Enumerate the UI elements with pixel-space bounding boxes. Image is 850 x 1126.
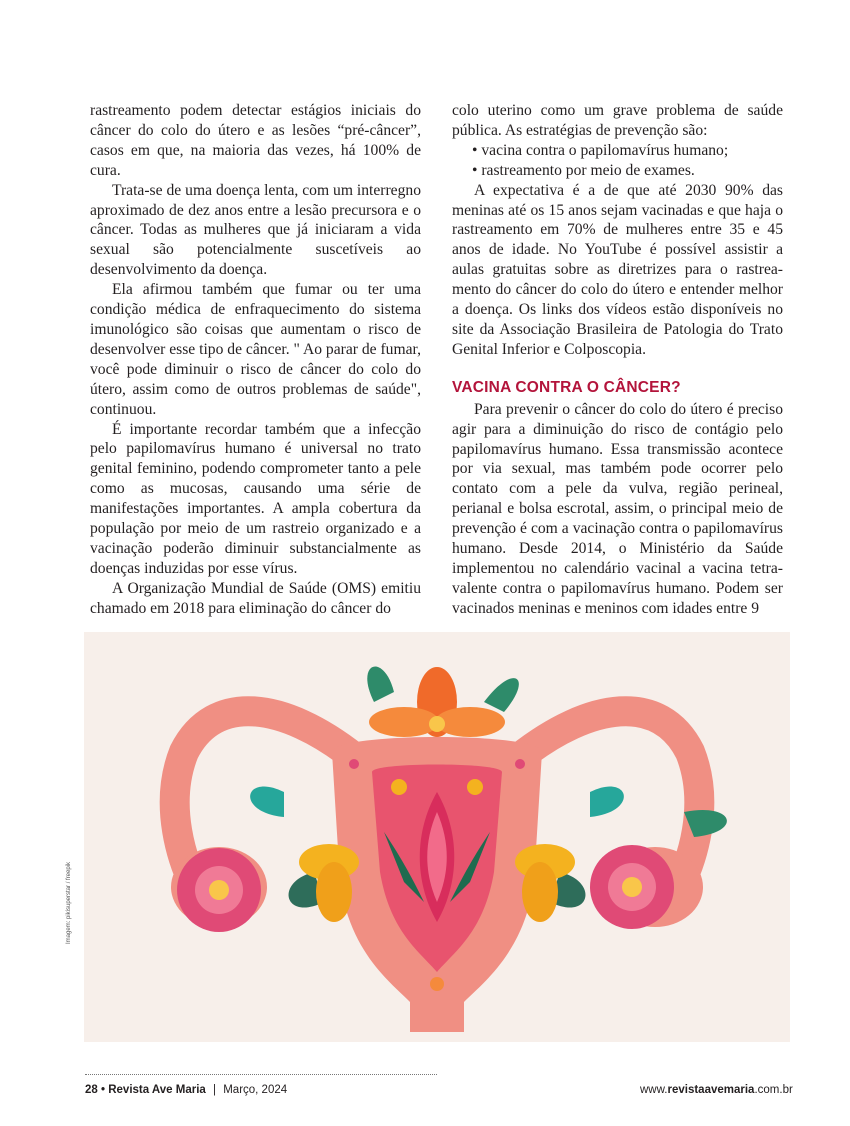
- page-number: 28 •: [85, 1084, 106, 1096]
- body-paragraph: rastreamento podem detectar estágios iniciais do câncer do colo do útero e as lesões “pré-câncer”, casos em que, na maioria das vezes, há 100% de cura.: [90, 102, 421, 179]
- footer-divider: [85, 1074, 437, 1075]
- small-flower-decoration: [467, 779, 483, 795]
- body-paragraph: Trata-se de uma doença lenta, com um interregno aproximado de dez anos entre a lesão precursora e o câncer. Todas as mulheres que já iniciaram a vida sexual são potencialmente suscetíveis ao desenvolvimento da doença.: [90, 181, 421, 279]
- body-paragraph: A expectativa é a de que até 2030 90% das meninas até os 15 anos sejam vacinadas e que haja o rastreamento em 70% de mulheres entre 35 e 45 anos de idade. No YouTube é possível assistir a aulas gratuitas sobre as diretrizes para o rastreamento do câncer do colo do útero e entender melhor a doença. Os links dos vídeos estão disponíveis no site da Associação Brasileira de Patologia do Trato Genital Inferior e Colposcopia.: [452, 181, 783, 358]
- article-left-column: [90, 101, 421, 619]
- body-paragraph: colo uterino como um grave problema de saúde pública. As estratégias de prevenção são:: [452, 102, 783, 139]
- section-heading: VACINA CONTRA O CÂNCER?: [452, 378, 681, 396]
- website-prefix: www.: [640, 1084, 668, 1096]
- body-paragraph: Ela afirmou também que fumar ou ter uma condição médica de enfraquecimento do sistema imunológico são coisas que aumentam o risco de desenvolver esse tipo de câncer. " Ao parar de fumar, você pode diminuir o risco de câncer do colo do útero, assim como de outros problemas de saúde", continuou.: [90, 281, 421, 418]
- leaf-decoration: [250, 786, 284, 817]
- leaf-decoration: [367, 667, 394, 702]
- image-credit: Imagem: pikisuperstar / freepik: [66, 861, 72, 944]
- website-suffix: .com.br: [754, 1084, 793, 1096]
- uterus-flowers-illustration: [84, 632, 790, 1042]
- bullet-item: • vacina contra o papilomavírus humano;: [472, 141, 729, 159]
- pink-hibiscus-right: [590, 845, 674, 929]
- body-paragraph: A Organização Mundial de Saúde (OMS) emitiu chamado em 2018 para eliminação do câncer do: [90, 579, 421, 617]
- leaf-decoration: [484, 678, 519, 712]
- bullet-item: • rastreamento por meio de exames.: [472, 161, 695, 179]
- issue-date: Março, 2024: [223, 1084, 288, 1096]
- footer-publication-info: [85, 1084, 287, 1096]
- body-paragraph: Para prevenir o câncer do colo do útero é preciso agir para a diminuição do risco de contágio pelo papilomavírus humano. Essa transmissão acontece por via sexual, mas também pode ocorrer pelo contato com a pele da vulva, região perineal, perianal e bolsa escrotal, assim, o principal meio de prevenção é com a vacinação contra o papilomavírus humano. Desde 2014, o Ministério da Saúde implementou no calendário vacinal a vacina tetravalente contra o papilomavírus humano. Podem ser vacinados meninas e meninos com idades entre 9: [452, 400, 783, 617]
- pink-hibiscus-left: [177, 848, 261, 932]
- leaf-decoration: [590, 786, 624, 817]
- small-flower-decoration: [430, 977, 444, 991]
- body-paragraph: É importante recordar também que a infecção pelo papilomavírus humano é universal no trato genital feminino, podendo comprometer tanto a pele como as mucosas, causando uma série de manifestações importantes. A ampla cobertura da população por meio de um rastreio organizado e a vacinação poderão diminuir substancialmente as doenças induzidas por esse vírus.: [90, 420, 421, 577]
- article-right-column: [452, 101, 783, 619]
- website-link[interactable]: [640, 1084, 793, 1096]
- small-flower-decoration: [515, 759, 525, 769]
- website-name: revistaavemaria: [667, 1084, 755, 1096]
- publication-name: Revista Ave Maria: [108, 1084, 206, 1096]
- footer-separator: |: [213, 1084, 217, 1096]
- small-flower-decoration: [349, 759, 359, 769]
- uterus-illustration: [84, 632, 790, 1042]
- small-flower-decoration: [391, 779, 407, 795]
